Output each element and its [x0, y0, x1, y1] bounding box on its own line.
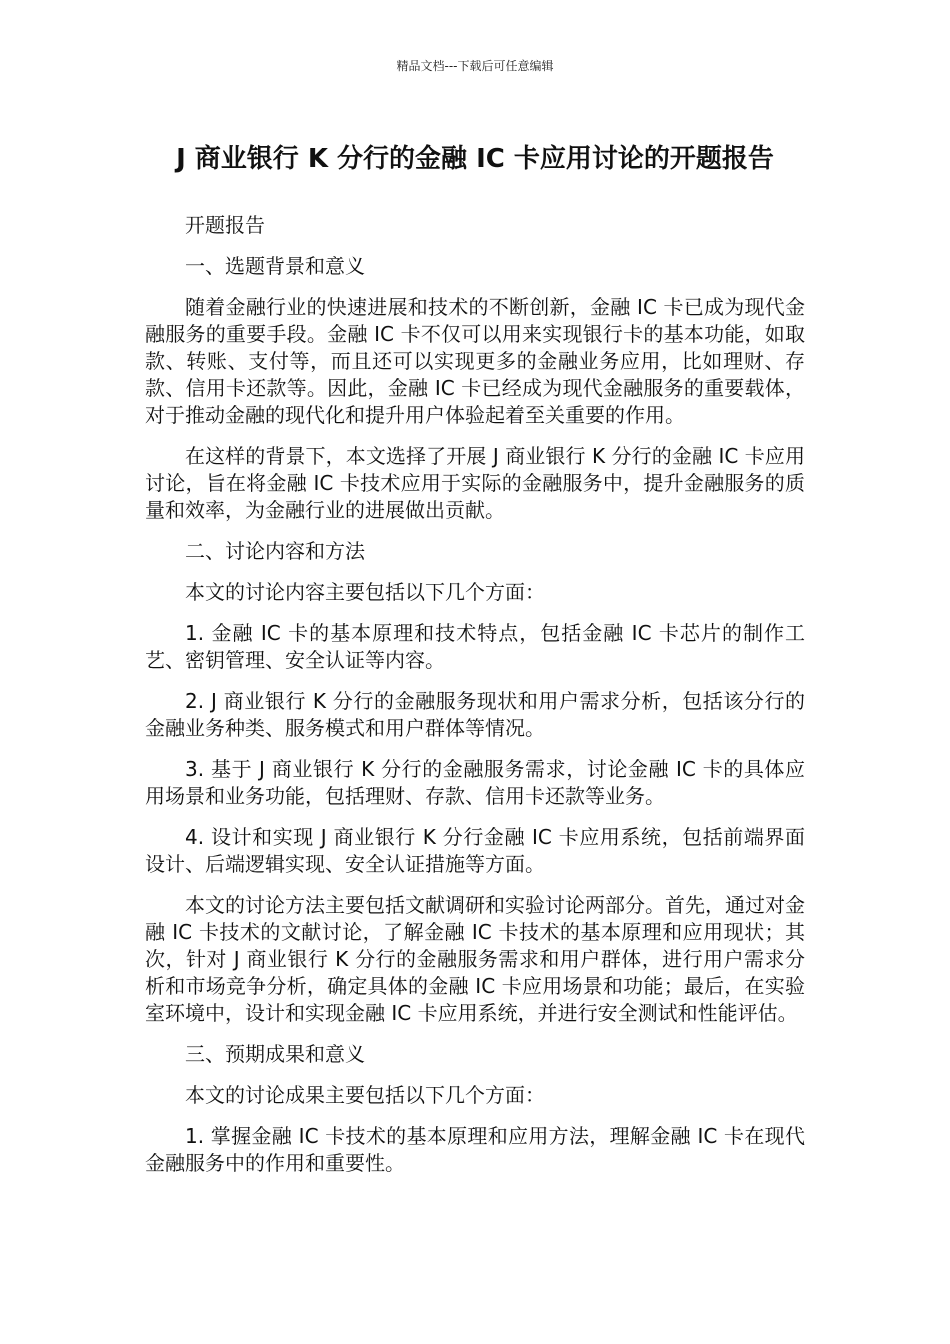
paragraph-results-intro: 本文的讨论成果主要包括以下几个方面：: [185, 1083, 545, 1107]
list-item-content-3: 3. 基于 J 商业银行 K 分行的金融服务需求，讨论金融 IC 卡的具体应用场景和业务功能，包括理财、存款、信用卡还款等业务。: [145, 757, 805, 808]
document-title: J 商业银行 K 分行的金融 IC 卡应用讨论的开题报告: [176, 144, 774, 174]
paragraph-background-2: 在这样的背景下，本文选择了开展 J 商业银行 K 分行的金融 IC 卡应用讨论，旨在将金融 IC 卡技术应用于实际的金融服务中，提升金融服务的质量和效率，为金融行业的进展做出贡献。: [145, 444, 805, 522]
document-body: [145, 212, 805, 1191]
paragraph-method: 本文的讨论方法主要包括文献调研和实验讨论两部分。首先，通过对金融 IC 卡技术的文献讨论，了解金融 IC 卡技术的基本原理和应用现状；其次，针对 J 商业银行 K 分行的金融服务需求和用户群体，进行用户需求分析和市场竞争分析，确定具体的金融 IC 卡应用场景和功能；最后，在实验室环境中，设计和实现金融 IC 卡应用系统，并进行安全测试和性能评估。: [145, 893, 805, 1025]
section-heading-results: 三、预期成果和意义: [185, 1042, 365, 1066]
paragraph-content-intro: 本文的讨论内容主要包括以下几个方面：: [185, 580, 545, 604]
paragraph-background-1: 随着金融行业的快速进展和技术的不断创新，金融 IC 卡已成为现代金融服务的重要手段。金融 IC 卡不仅可以用来实现银行卡的基本功能，如取款、转账、支付等，而且还可以实现更多的金融业务应用，比如理财、存款、信用卡还款等。因此，金融 IC 卡已经成为现代金融服务的重要载体，对于推动金融的现代化和提升用户体验起着至关重要的作用。: [145, 295, 805, 427]
list-item-results-1: 1. 掌握金融 IC 卡技术的基本原理和应用方法，理解金融 IC 卡在现代金融服务中的作用和重要性。: [145, 1124, 805, 1175]
section-heading-content-method: 二、讨论内容和方法: [185, 539, 365, 563]
section-heading-background: 一、选题背景和意义: [185, 254, 365, 278]
list-item-content-1: 1. 金融 IC 卡的基本原理和技术特点，包括金融 IC 卡芯片的制作工艺、密钥管理、安全认证等内容。: [145, 621, 805, 672]
list-item-content-2: 2. J 商业银行 K 分行的金融服务现状和用户需求分析，包括该分行的金融业务种类、服务模式和用户群体等情况。: [145, 689, 805, 740]
section-label-report: 开题报告: [185, 213, 265, 237]
list-item-content-4: 4. 设计和实现 J 商业银行 K 分行金融 IC 卡应用系统，包括前端界面设计、后端逻辑实现、安全认证措施等方面。: [145, 825, 805, 876]
header-note: 精品文档---下载后可任意编辑: [396, 59, 554, 73]
